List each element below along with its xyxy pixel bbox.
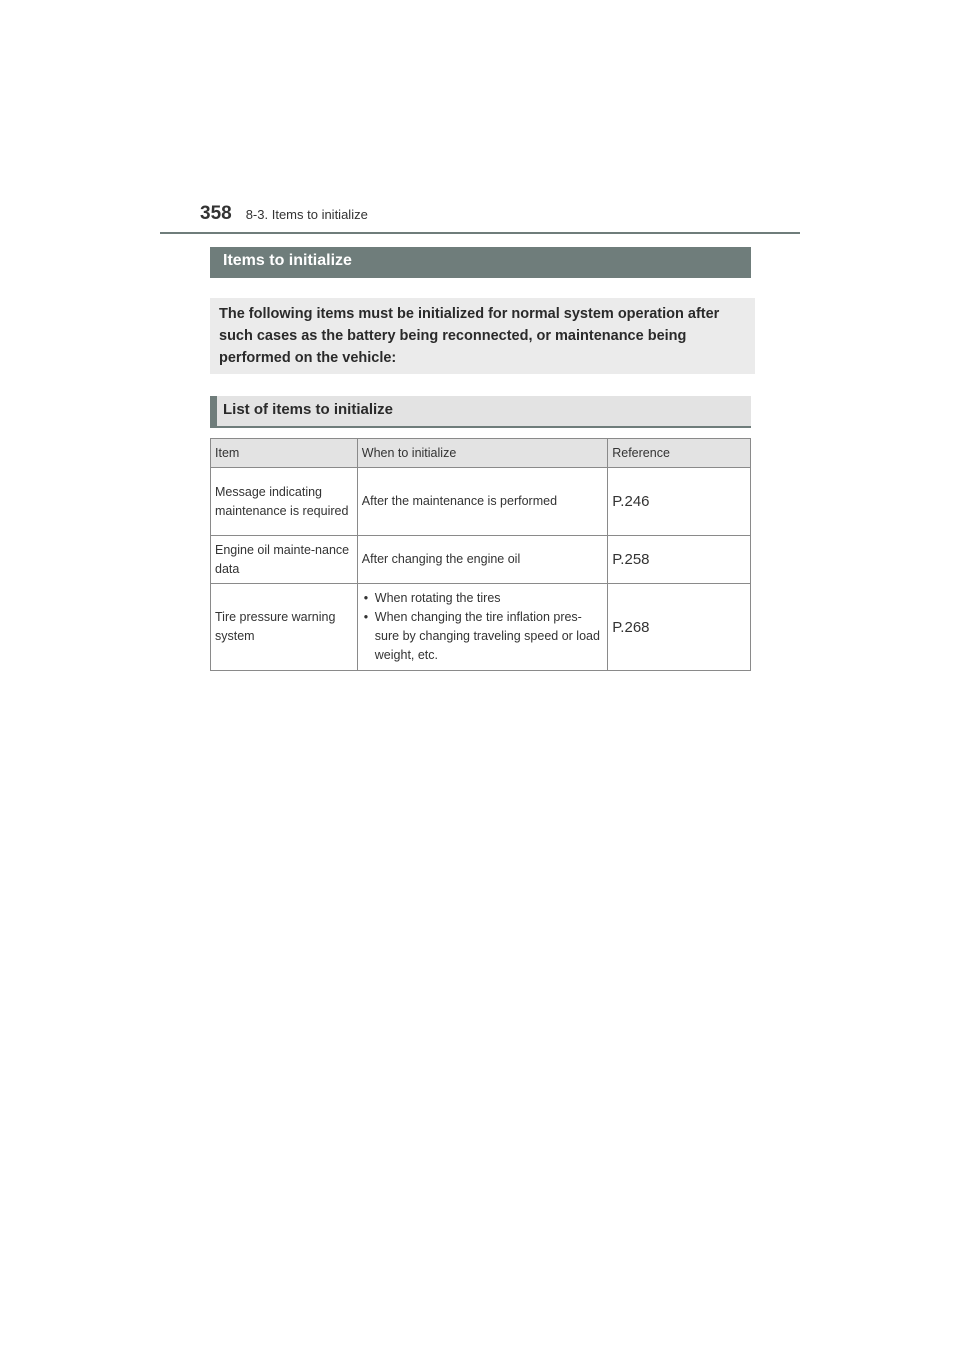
reference-link[interactable]: P.258: [608, 536, 751, 584]
intro-text: The following items must be initialized for normal system operation after such cases as the battery being reconnected, or maintenance being performed on the vehicle:: [210, 298, 755, 374]
page-header: [200, 203, 368, 225]
chapter-label: 8-3. Items to initialize: [245, 207, 368, 222]
reference-link[interactable]: P.246: [608, 468, 751, 536]
reference-link[interactable]: P.268: [608, 584, 751, 671]
when-cell: After the maintenance is performed: [357, 468, 607, 536]
item-cell: Message indicating maintenance is required: [211, 468, 358, 536]
subsection-title: List of items to initialize: [210, 396, 751, 428]
table-row: [211, 584, 751, 671]
column-header-item: Item: [211, 439, 358, 468]
bullet-item: • When changing the tire inflation pres-sure by changing traveling speed or load weight, etc.: [362, 608, 603, 665]
bullet-item: • When rotating the tires: [362, 589, 603, 608]
item-cell: Engine oil mainte-nance data: [211, 536, 358, 584]
column-header-reference: Reference: [608, 439, 751, 468]
when-cell: [357, 584, 607, 671]
item-cell: Tire pressure warning system: [211, 584, 358, 671]
page-number: 358: [200, 203, 232, 224]
when-cell: After changing the engine oil: [357, 536, 607, 584]
column-header-when: When to initialize: [357, 439, 607, 468]
table-header-row: [211, 439, 751, 468]
table-row: [211, 536, 751, 584]
header-rule: [160, 232, 800, 234]
items-table: [210, 438, 751, 671]
bullet-list: [362, 589, 603, 665]
section-title: Items to initialize: [210, 247, 751, 278]
table-row: [211, 468, 751, 536]
